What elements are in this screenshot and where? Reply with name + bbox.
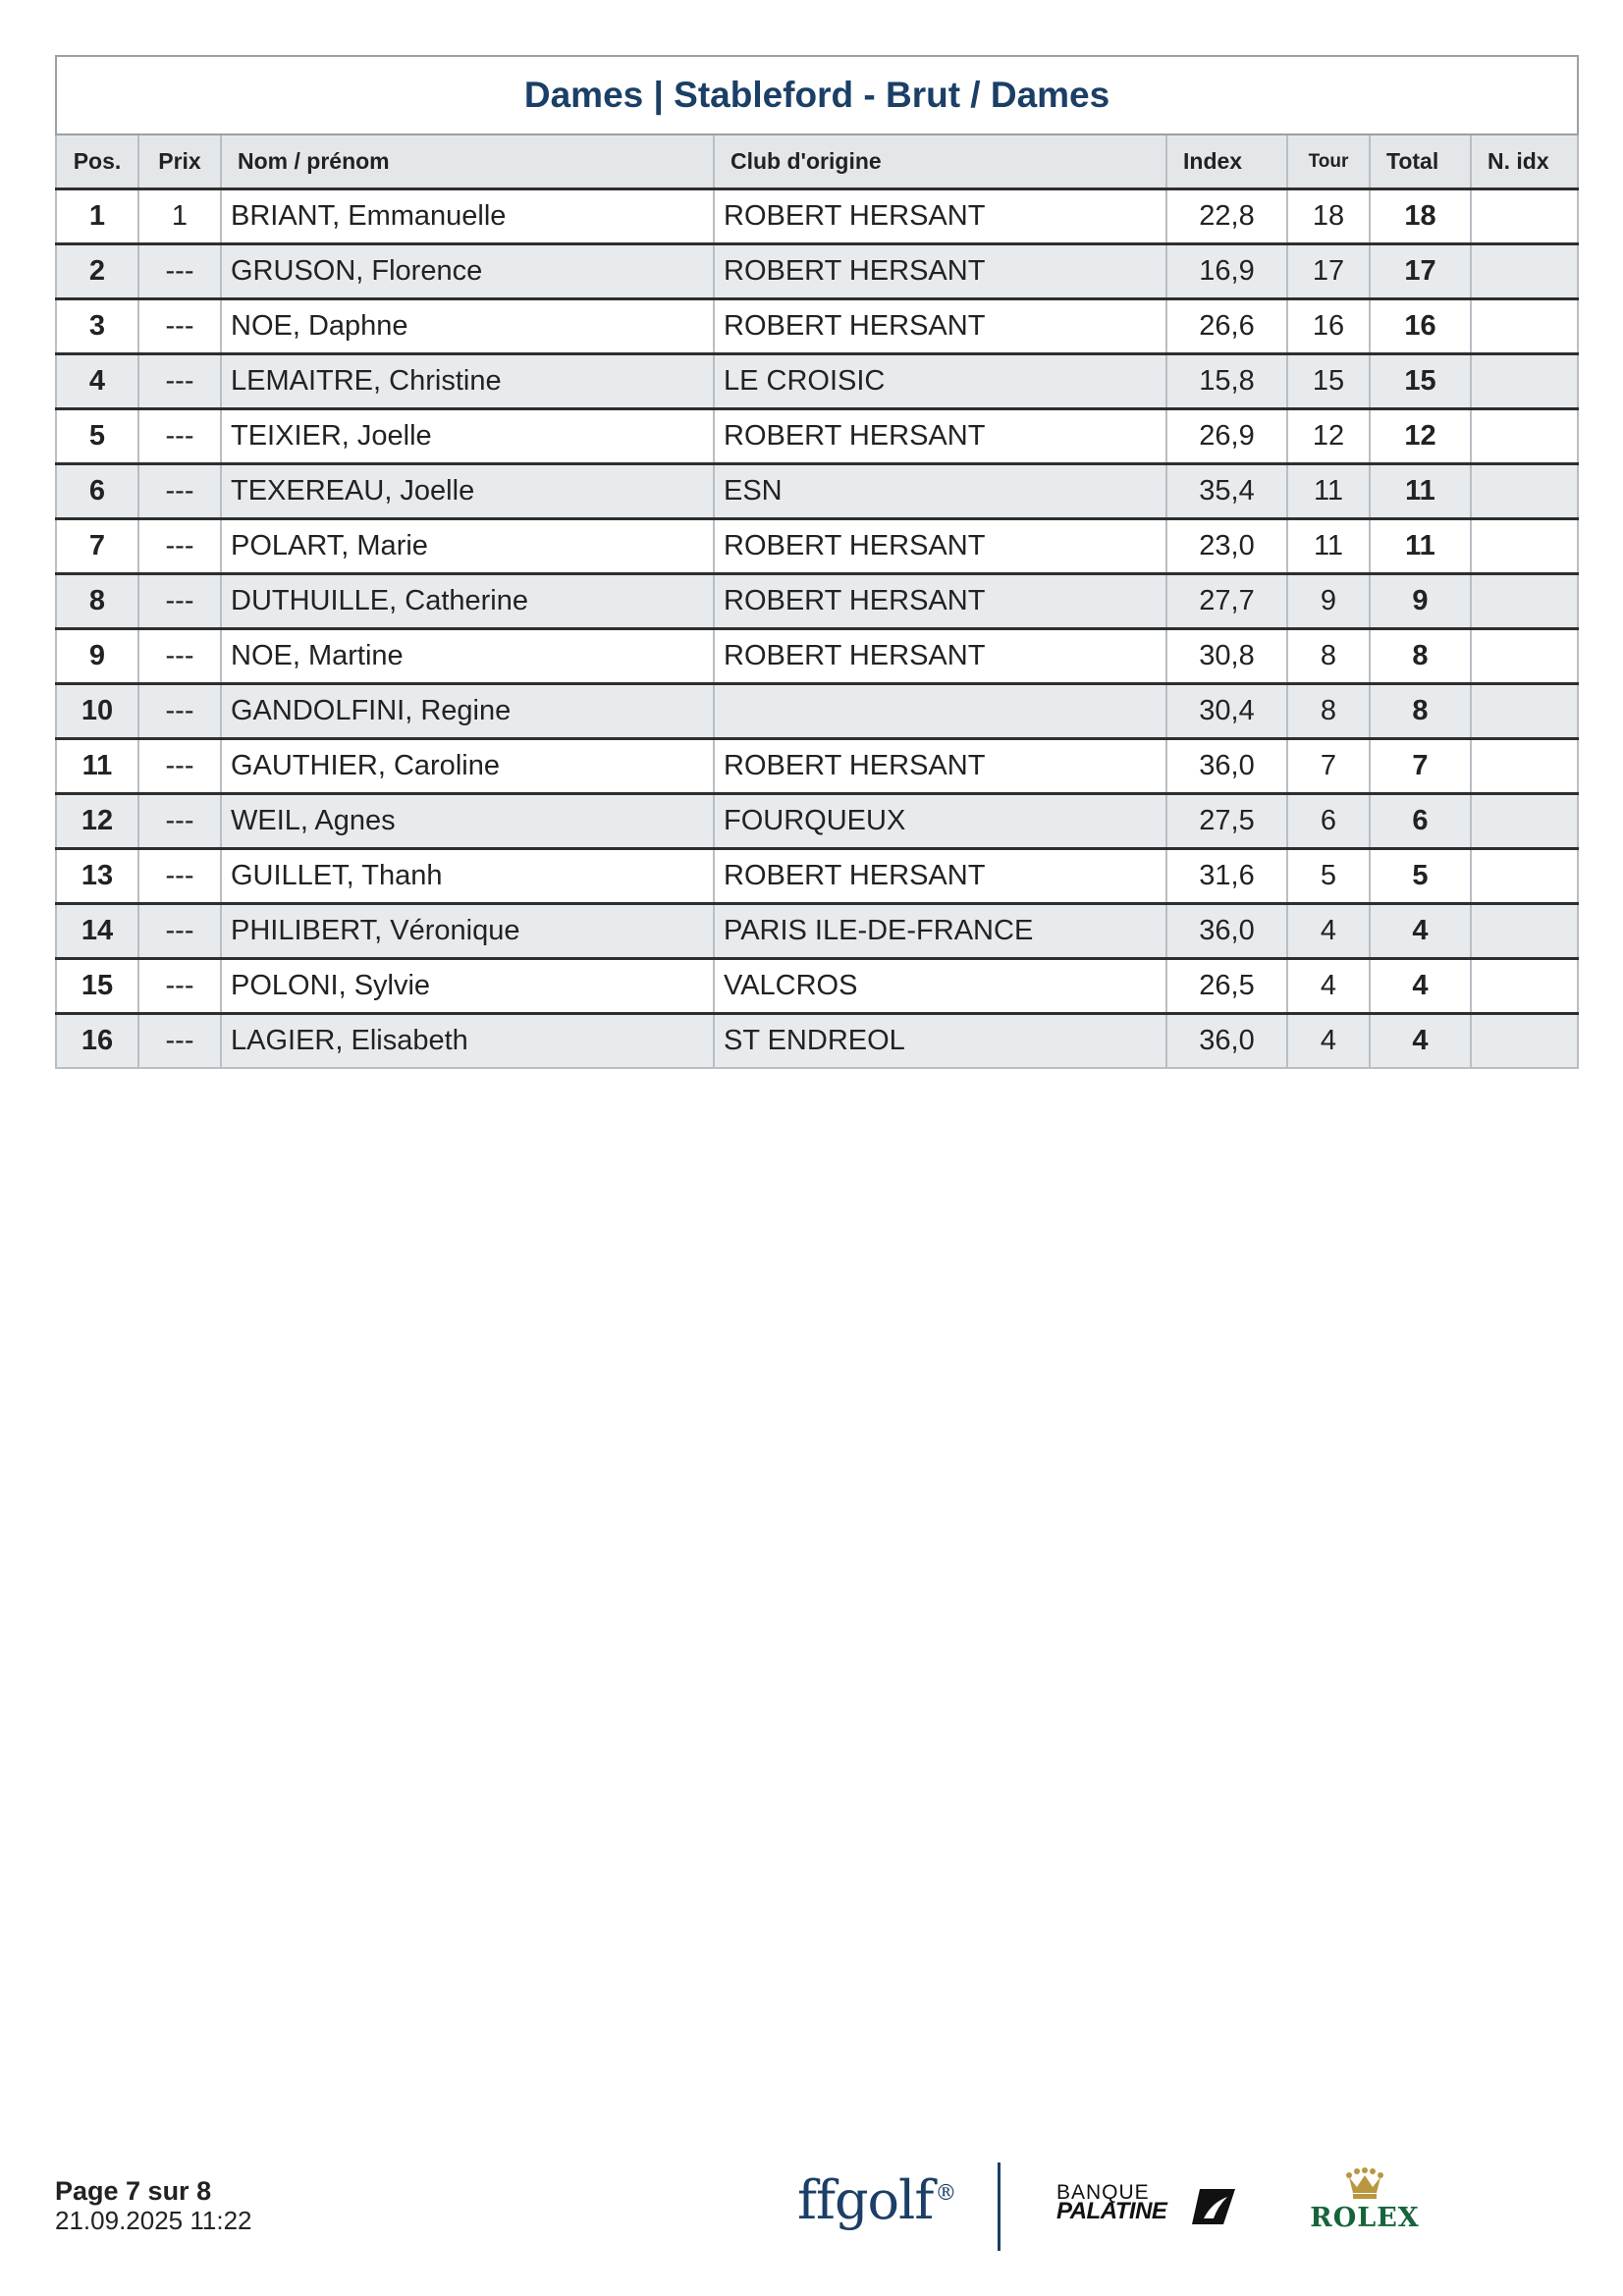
palatine-emblem-icon [1190,2185,1237,2226]
cell-total: 4 [1370,959,1471,1014]
rolex-logo-text: ROLEX [1310,2203,1420,2233]
cell-name: LAGIER, Elisabeth [221,1014,714,1069]
cell-club: ROBERT HERSANT [714,739,1166,794]
cell-prix: --- [138,904,221,959]
cell-total: 9 [1370,574,1471,629]
cell-name: GAUTHIER, Caroline [221,739,714,794]
cell-prix: --- [138,739,221,794]
cell-nidx [1471,519,1578,574]
cell-tour: 11 [1287,464,1370,519]
cell-name: LEMAITRE, Christine [221,354,714,409]
banque-palatine-logo [1056,2181,1238,2230]
cell-name: TEIXIER, Joelle [221,409,714,464]
cell-nidx [1471,904,1578,959]
cell-total: 15 [1370,354,1471,409]
column-header-nidx: N. idx [1471,134,1578,189]
page-number: Page 7 sur 8 [55,2176,212,2206]
cell-tour: 15 [1287,354,1370,409]
cell-club: ROBERT HERSANT [714,189,1166,244]
cell-prix: --- [138,354,221,409]
table-row [56,519,1578,574]
cell-total: 11 [1370,464,1471,519]
cell-prix: 1 [138,189,221,244]
cell-club: ROBERT HERSANT [714,244,1166,299]
cell-nidx [1471,629,1578,684]
cell-pos: 9 [56,629,138,684]
cell-total: 4 [1370,1014,1471,1069]
cell-index: 36,0 [1166,1014,1287,1069]
cell-nidx [1471,739,1578,794]
cell-prix: --- [138,519,221,574]
cell-club [714,684,1166,739]
cell-tour: 16 [1287,299,1370,354]
cell-club: LE CROISIC [714,354,1166,409]
column-header-pos: Pos. [56,134,138,189]
cell-pos: 13 [56,849,138,904]
palatine-logo-text: PALATINE [1056,2198,1167,2224]
registered-mark-icon: ® [935,2181,956,2206]
cell-pos: 7 [56,519,138,574]
cell-index: 27,7 [1166,574,1287,629]
cell-index: 15,8 [1166,354,1287,409]
cell-name: GANDOLFINI, Regine [221,684,714,739]
table-row [56,629,1578,684]
table-row [56,574,1578,629]
table-row [56,904,1578,959]
page-info [55,2176,251,2235]
cell-name: WEIL, Agnes [221,794,714,849]
cell-tour: 4 [1287,904,1370,959]
cell-club: ROBERT HERSANT [714,409,1166,464]
cell-nidx [1471,959,1578,1014]
cell-nidx [1471,189,1578,244]
cell-nidx [1471,244,1578,299]
cell-club: ESN [714,464,1166,519]
cell-nidx [1471,1014,1578,1069]
cell-total: 5 [1370,849,1471,904]
table-row [56,189,1578,244]
cell-index: 35,4 [1166,464,1287,519]
banque-logo-text: BANQUE [1056,2181,1150,2204]
table-title: Dames | Stableford - Brut / Dames [56,56,1578,134]
cell-index: 22,8 [1166,189,1287,244]
cell-index: 26,5 [1166,959,1287,1014]
cell-tour: 4 [1287,1014,1370,1069]
ffgolf-logo-text: ffgolf [797,2169,934,2231]
cell-total: 8 [1370,629,1471,684]
cell-pos: 16 [56,1014,138,1069]
cell-index: 23,0 [1166,519,1287,574]
cell-nidx [1471,464,1578,519]
cell-pos: 12 [56,794,138,849]
table-row [56,354,1578,409]
cell-total: 12 [1370,409,1471,464]
table-row [56,299,1578,354]
cell-total: 7 [1370,739,1471,794]
cell-prix: --- [138,959,221,1014]
cell-prix: --- [138,464,221,519]
cell-pos: 10 [56,684,138,739]
cell-nidx [1471,574,1578,629]
cell-name: TEXEREAU, Joelle [221,464,714,519]
cell-tour: 8 [1287,684,1370,739]
cell-index: 26,6 [1166,299,1287,354]
cell-total: 16 [1370,299,1471,354]
cell-index: 30,8 [1166,629,1287,684]
cell-tour: 6 [1287,794,1370,849]
table-row [56,409,1578,464]
cell-total: 8 [1370,684,1471,739]
table-row [56,244,1578,299]
cell-pos: 8 [56,574,138,629]
cell-nidx [1471,409,1578,464]
cell-name: GRUSON, Florence [221,244,714,299]
cell-index: 36,0 [1166,739,1287,794]
cell-nidx [1471,299,1578,354]
cell-club: ST ENDREOL [714,1014,1166,1069]
cell-tour: 11 [1287,519,1370,574]
column-header-prix: Prix [138,134,221,189]
cell-tour: 8 [1287,629,1370,684]
cell-name: POLONI, Sylvie [221,959,714,1014]
table-row [56,794,1578,849]
cell-index: 26,9 [1166,409,1287,464]
cell-club: ROBERT HERSANT [714,629,1166,684]
cell-pos: 4 [56,354,138,409]
cell-pos: 2 [56,244,138,299]
cell-name: BRIANT, Emmanuelle [221,189,714,244]
table-row [56,959,1578,1014]
cell-pos: 6 [56,464,138,519]
cell-nidx [1471,794,1578,849]
column-header-name: Nom / prénom [221,134,714,189]
cell-nidx [1471,849,1578,904]
cell-name: DUTHUILLE, Catherine [221,574,714,629]
cell-total: 11 [1370,519,1471,574]
cell-prix: --- [138,794,221,849]
cell-prix: --- [138,409,221,464]
cell-index: 27,5 [1166,794,1287,849]
table-row [56,849,1578,904]
cell-pos: 11 [56,739,138,794]
cell-total: 17 [1370,244,1471,299]
ffgolf-logo [797,2169,955,2231]
cell-name: POLART, Marie [221,519,714,574]
cell-prix: --- [138,629,221,684]
cell-club: VALCROS [714,959,1166,1014]
logo-divider [998,2163,1001,2251]
cell-tour: 9 [1287,574,1370,629]
table-row [56,684,1578,739]
cell-prix: --- [138,299,221,354]
cell-name: NOE, Martine [221,629,714,684]
table-row [56,464,1578,519]
cell-club: ROBERT HERSANT [714,299,1166,354]
table-row [56,1014,1578,1069]
cell-pos: 14 [56,904,138,959]
print-datetime: 21.09.2025 11:22 [55,2206,252,2235]
column-header-index: Index [1166,134,1287,189]
cell-club: ROBERT HERSANT [714,574,1166,629]
cell-name: NOE, Daphne [221,299,714,354]
cell-prix: --- [138,849,221,904]
cell-index: 31,6 [1166,849,1287,904]
cell-pos: 15 [56,959,138,1014]
cell-prix: --- [138,684,221,739]
cell-club: ROBERT HERSANT [714,849,1166,904]
column-header-tour: Tour [1287,134,1370,189]
cell-tour: 18 [1287,189,1370,244]
cell-tour: 12 [1287,409,1370,464]
cell-total: 4 [1370,904,1471,959]
cell-index: 30,4 [1166,684,1287,739]
cell-tour: 17 [1287,244,1370,299]
cell-pos: 5 [56,409,138,464]
cell-club: ROBERT HERSANT [714,519,1166,574]
cell-nidx [1471,684,1578,739]
cell-tour: 5 [1287,849,1370,904]
crown-icon [1345,2167,1384,2201]
cell-prix: --- [138,244,221,299]
cell-index: 16,9 [1166,244,1287,299]
cell-pos: 1 [56,189,138,244]
cell-club: PARIS ILE-DE-FRANCE [714,904,1166,959]
results-table [55,55,1579,1069]
cell-tour: 7 [1287,739,1370,794]
cell-prix: --- [138,574,221,629]
cell-total: 18 [1370,189,1471,244]
cell-index: 36,0 [1166,904,1287,959]
cell-total: 6 [1370,794,1471,849]
column-header-total: Total [1370,134,1471,189]
cell-pos: 3 [56,299,138,354]
cell-name: PHILIBERT, Véronique [221,904,714,959]
table-row [56,739,1578,794]
rolex-logo [1306,2167,1424,2246]
cell-tour: 4 [1287,959,1370,1014]
cell-prix: --- [138,1014,221,1069]
cell-nidx [1471,354,1578,409]
cell-name: GUILLET, Thanh [221,849,714,904]
column-header-club: Club d'origine [714,134,1166,189]
cell-club: FOURQUEUX [714,794,1166,849]
